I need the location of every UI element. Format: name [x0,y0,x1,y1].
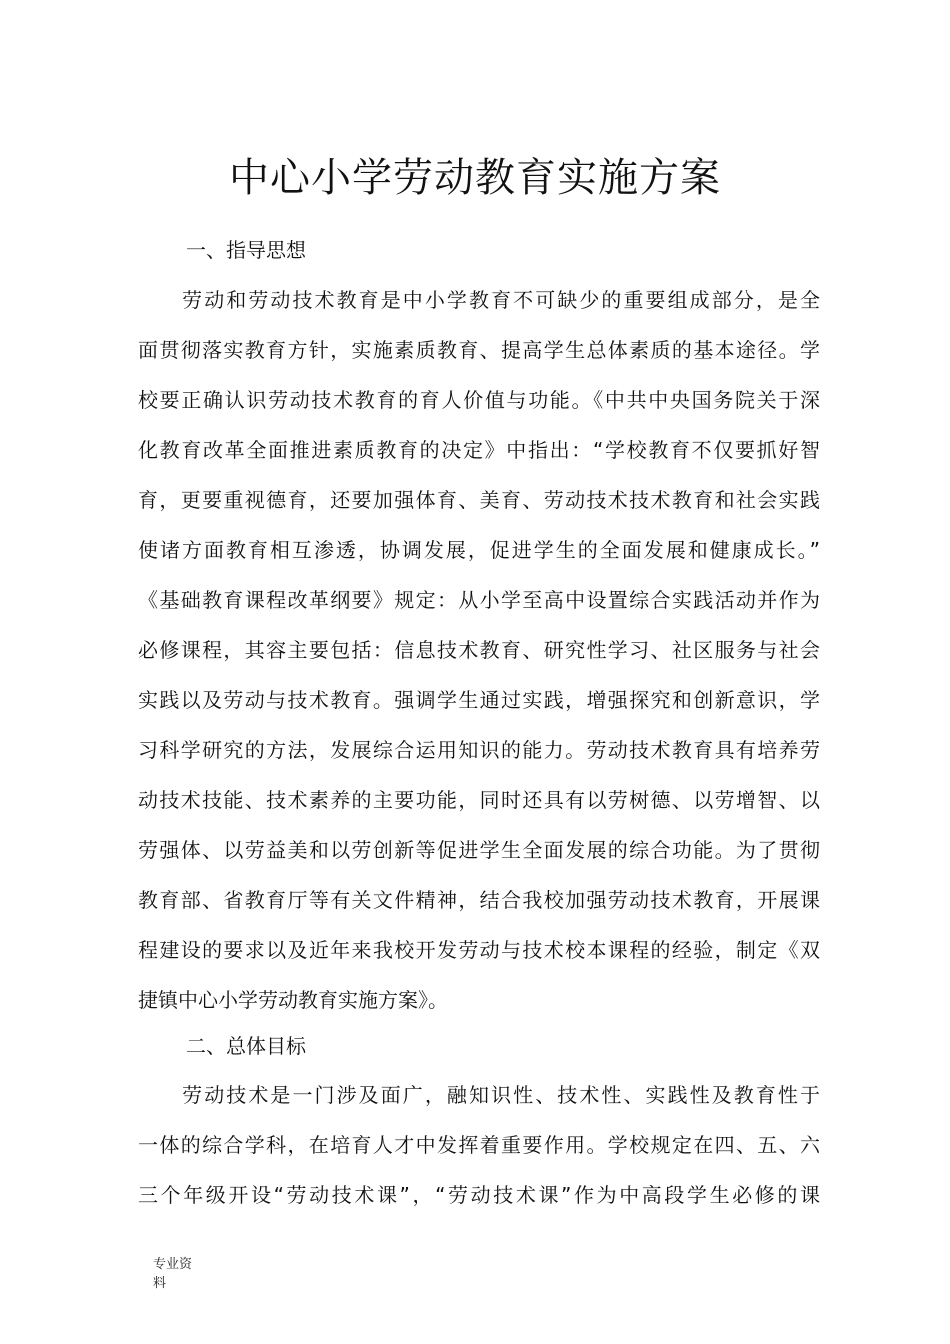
paragraph-line: 劳强体、以劳益美和以劳创新等促进学生全面发展的综合功能。为了贯彻 [138,838,820,862]
section-paragraph-overall-goals [138,1070,820,1220]
paragraph-line: 一体的综合学科，在培育人才中发挥着重要作用。学校规定在四、五、六 [138,1133,820,1157]
paragraph-line: 必修课程，其容主要包括：信息技术教育、研究性学习、社区服务与社会 [138,638,820,662]
footer-line: 料 [153,1276,167,1291]
section-heading-overall-goals: 二、总体目标 [186,1034,306,1058]
paragraph-line: 习科学研究的方法，发展综合运用知识的能力。劳动技术教育具有培养劳 [138,738,820,762]
paragraph-line: 《基础教育课程改革纲要》规定：从小学至高中设置综合实践活动并作为 [138,588,820,612]
paragraph-line: 实践以及劳动与技术教育。强调学生通过实践，增强探究和创新意识，学 [138,688,820,712]
paragraph-line: 劳动和劳动技术教育是中小学教育不可缺少的重要组成部分，是全 [138,288,820,312]
document-title: 中心小学劳动教育实施方案 [229,155,721,201]
paragraph-line: 化教育改革全面推进素质教育的决定》中指出：“学校教育不仅要抓好智 [138,438,820,462]
paragraph-line: 动技术技能、技术素养的主要功能，同时还具有以劳树德、以劳增智、以 [138,788,820,812]
paragraph-line: 校要正确认识劳动技术教育的育人价值与功能。《中共中央国务院关于深 [138,388,820,412]
paragraph-line: 育，更要重视德育，还要加强体育、美育、劳动技术技术教育和社会实践 [138,488,820,512]
section-heading-guiding-ideology: 一、指导思想 [186,238,306,262]
paragraph-line: 教育部、省教育厅等有关文件精神，结合我校加强劳动技术教育，开展课 [138,888,820,912]
paragraph-line: 使诸方面教育相互渗透，协调发展，促进学生的全面发展和健康成长。” [138,538,820,562]
paragraph-line: 三个年级开设“劳动技术课”，“劳动技术课”作为中高段学生必修的课 [138,1183,820,1207]
paragraph-line: 捷镇中心小学劳动教育实施方案》。 [138,988,448,1012]
footer-line: 专业资 [153,1257,193,1272]
paragraph-line: 面贯彻落实教育方针，实施素质教育、提高学生总体素质的基本途径。学 [138,338,820,362]
section-paragraph-guiding-ideology [138,275,820,1025]
paragraph-line: 劳动技术是一门涉及面广，融知识性、技术性、实践性及教育性于 [138,1083,820,1107]
page-footer [153,1255,213,1293]
paragraph-line: 程建设的要求以及近年来我校开发劳动与技术校本课程的经验，制定《双 [138,938,820,962]
